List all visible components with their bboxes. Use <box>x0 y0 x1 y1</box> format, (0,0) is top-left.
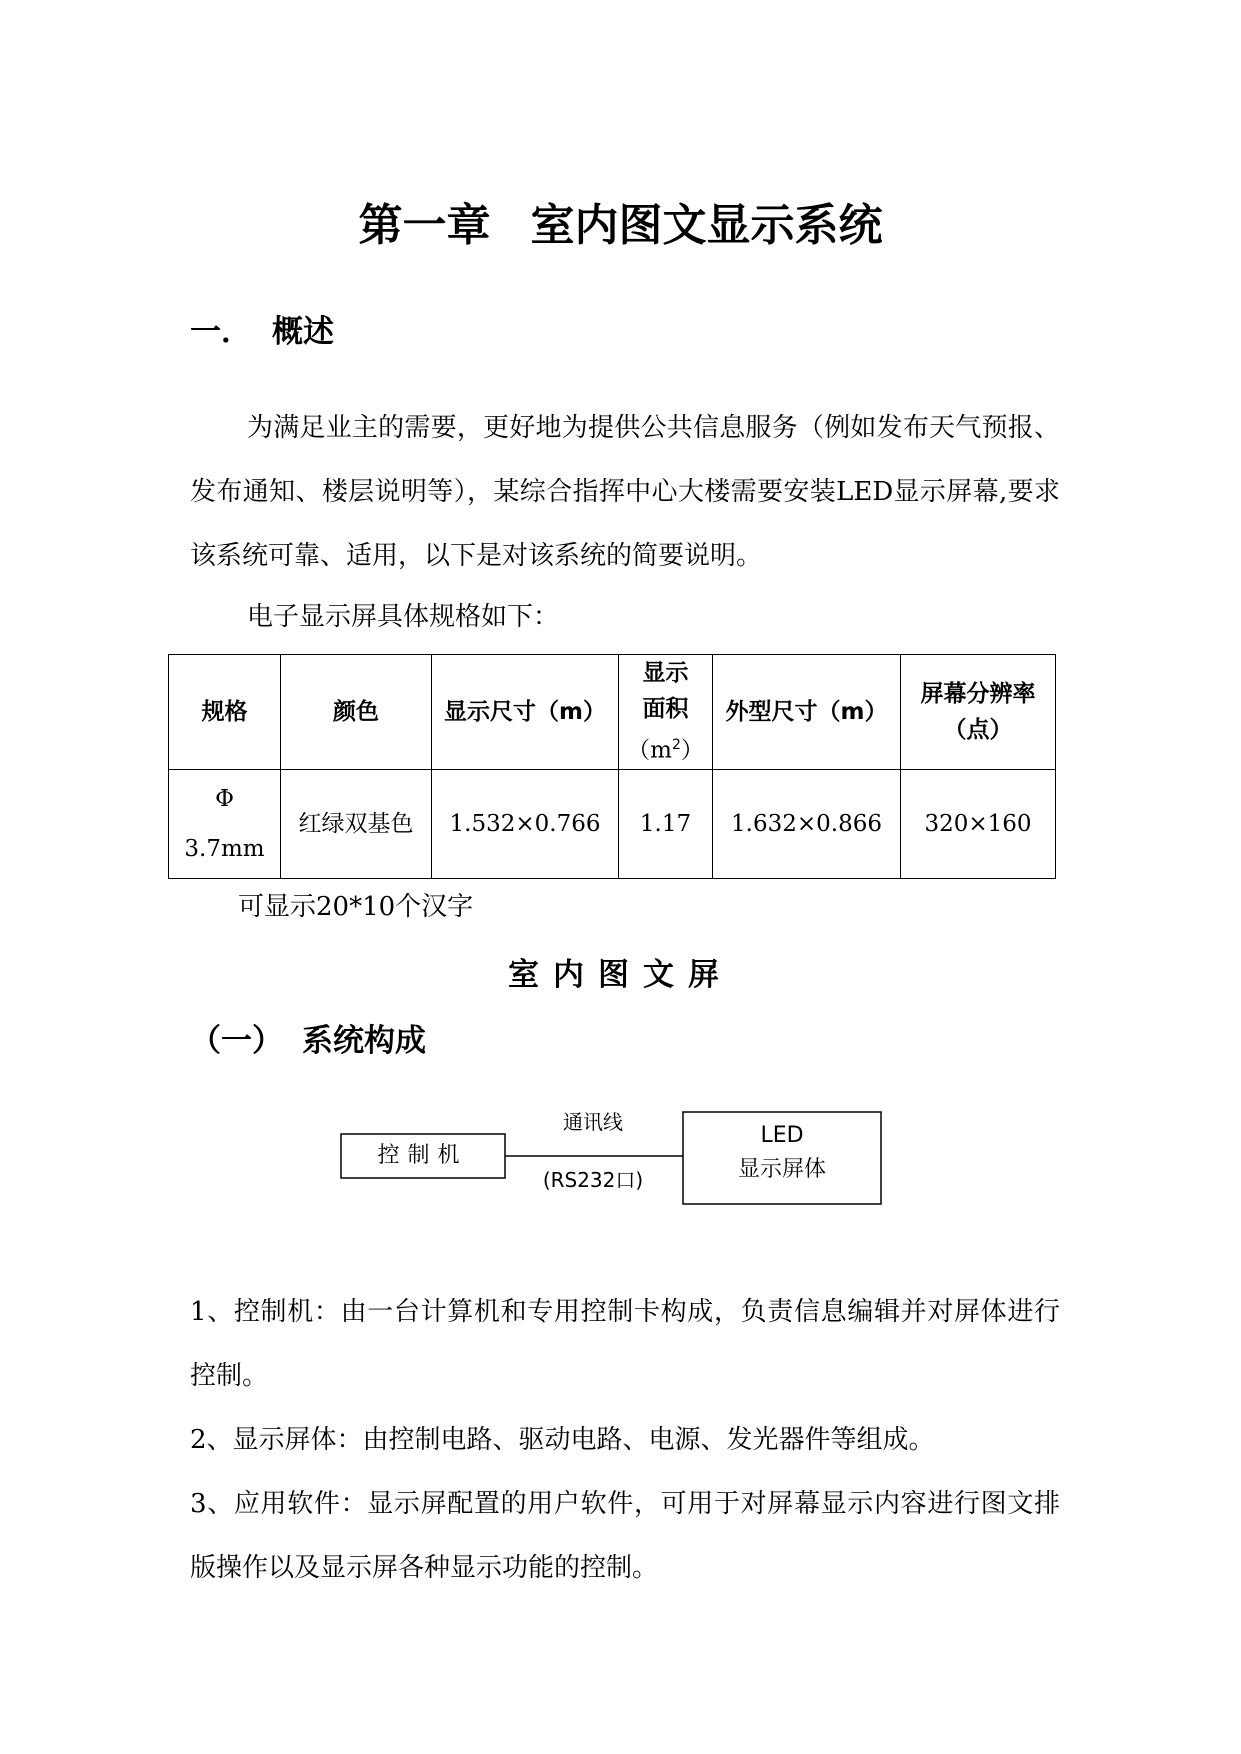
cell-color: 红绿双基色 <box>281 769 432 878</box>
link-label-bottom: (RS232口) <box>542 1168 644 1192</box>
spec-lead-text: 电子显示屏具体规格如下： <box>247 602 560 632</box>
list-item: 2、显示屏体：由控制电路、驱动电路、电源、发光器件等组成。 <box>190 1425 935 1455</box>
cell-spec-line2: 3.7mm <box>184 835 265 862</box>
subsection-number: （一） <box>190 1023 283 1059</box>
cell-outer-size: 1.632×0.866 <box>713 769 901 878</box>
intro-paragraph: 为满足业主的需要，更好地为提供公共信息服务（例如发布天气预报、发布通知、楼层说明等），某综合指挥中心大楼需要安装LED显示屏幕,要求该系统可靠、适用，以下是对该系统的简要说明。 <box>190 413 1060 571</box>
link-label-top: 通讯线 <box>563 1110 623 1134</box>
cell-spec <box>169 769 281 878</box>
header-color: 颜色 <box>281 655 432 770</box>
header-resolution <box>901 655 1056 770</box>
cell-display-area: 1.17 <box>619 769 713 878</box>
display-label-line1: LED <box>760 1123 804 1148</box>
header-outer-size: 外型尺寸（m） <box>713 655 901 770</box>
header-display-area <box>619 655 713 770</box>
section-heading-overview <box>190 310 334 354</box>
header-area-line1: 显示 <box>642 660 689 686</box>
header-res-line1: 屏幕分辨率 <box>920 680 1036 707</box>
controller-label: 控制机 <box>377 1143 468 1168</box>
cell-spec-line1: Φ <box>215 785 234 812</box>
table-row <box>169 769 1056 878</box>
header-display-size: 显示尺寸（m） <box>432 655 619 770</box>
header-spec: 规格 <box>169 655 281 770</box>
list-item: 3、应用软件：显示屏配置的用户软件，可用于对屏幕显示内容进行图文排版操作以及显示屏各种显示功能的控制。 <box>190 1489 1060 1583</box>
header-area-line2: 面积 <box>642 696 689 722</box>
section-title: 概述 <box>272 314 334 350</box>
spec-table <box>168 654 1056 879</box>
chapter-title <box>0 196 1241 256</box>
cell-resolution: 320×160 <box>901 769 1056 878</box>
screen-title: 室内图文屏 <box>508 957 733 993</box>
section-heading-composition <box>190 1018 426 1064</box>
header-res-line2: （点） <box>943 716 1013 743</box>
header-area-unit: $(m^2)$ <box>627 737 704 764</box>
subsection-title: 系统构成 <box>302 1023 426 1059</box>
display-label-line2: 显示屏体 <box>737 1157 826 1182</box>
chapter-name: 室内图文显示系统 <box>530 200 883 251</box>
section-number: 一． <box>190 314 252 350</box>
cell-display-size: 1.532×0.766 <box>432 769 619 878</box>
system-diagram <box>340 1100 900 1230</box>
list-item: 1、控制机：由一台计算机和专用控制卡构成，负责信息编辑并对屏体进行控制。 <box>190 1297 1060 1391</box>
chapter-label: 第一章 <box>358 200 491 251</box>
chars-note: 可显示20*10个汉字 <box>238 892 474 922</box>
table-header-row <box>169 655 1056 770</box>
